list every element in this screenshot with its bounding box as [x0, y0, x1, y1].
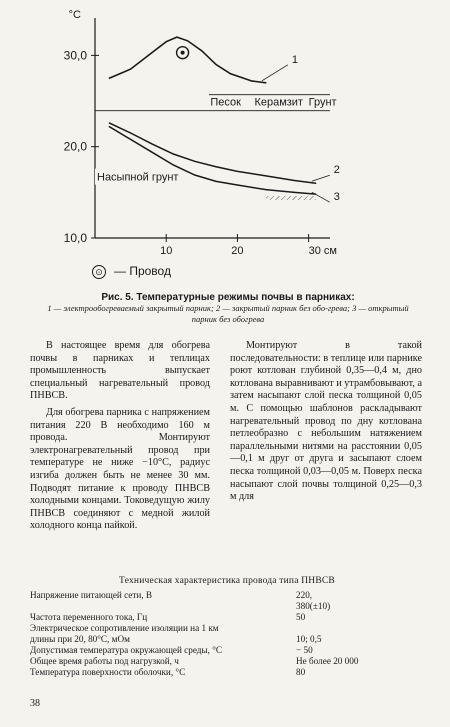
- wire-marker-dot: [181, 51, 185, 55]
- data-point: [166, 41, 167, 42]
- data-point: [215, 166, 216, 167]
- data-point: [230, 73, 231, 74]
- tech-label: Электрическое сопротивление изоляции на 1 км: [30, 623, 219, 633]
- data-point: [237, 184, 238, 185]
- tech-value: 10; 0,5: [296, 634, 322, 644]
- tech-spec-table: [30, 590, 424, 678]
- tech-row: [30, 623, 424, 634]
- data-point: [130, 68, 131, 69]
- band-label: Песок: [210, 96, 241, 109]
- data-point: [151, 52, 152, 53]
- caption-description: 1 — электрообогреваемый закрытый парник; 2 — закрытый парник без обо-грева; 3 — открытый парник без обогрева: [47, 303, 409, 324]
- caption-title: Рис. 5. Температурные режимы почвы в парниках:: [101, 292, 355, 303]
- data-point: [194, 174, 195, 175]
- data-point: [294, 180, 295, 181]
- y-tick-label: 20,0: [63, 139, 87, 154]
- data-point: [265, 189, 266, 190]
- series-leader: [262, 65, 288, 81]
- data-point: [173, 153, 174, 154]
- data-point: [151, 152, 152, 153]
- data-point: [215, 181, 216, 182]
- fill-label: Насыпной грунт: [97, 171, 179, 184]
- data-point: [151, 143, 152, 144]
- x-tick-label: 10: [160, 245, 173, 257]
- tech-value: 220,: [296, 590, 313, 600]
- data-point: [251, 80, 252, 81]
- series-label: 3: [333, 191, 340, 204]
- data-point: [109, 122, 110, 123]
- band-label: Грунт: [308, 96, 337, 109]
- tech-label: [30, 601, 290, 612]
- tech-row: [30, 601, 424, 612]
- x-tick-label: 30 см: [308, 245, 337, 257]
- tech-label: Напряжение питающей сети, В: [30, 590, 153, 600]
- tech-label: Температура поверхности оболочки, °С: [30, 667, 186, 677]
- figure-caption: [36, 292, 420, 325]
- tech-spec-title: Техническая характеристика провода типа ПНВСВ: [119, 576, 335, 586]
- data-point: [194, 161, 195, 162]
- legend-text: — Провод: [114, 264, 171, 278]
- data-point: [201, 50, 202, 51]
- data-point: [294, 192, 295, 193]
- paragraph: Для обогрева парника с напряжением питания 220 В необходимо 160 м провода. Монтируют электронагревательный провод при температуре не ниже −10°С, радиус изгиба должен быть не менее 30 мм. Подводят питание к проводу ПНВСВ холодными концами. Токоведущую жилу ПНВСВ соединяют с медной жилой холодного конца пайкой.: [30, 406, 210, 532]
- data-point: [130, 132, 131, 133]
- y-tick-label: 10,0: [63, 231, 87, 245]
- data-point: [237, 171, 238, 172]
- tech-value: 80: [296, 667, 306, 677]
- series-line-1: [109, 37, 266, 83]
- tech-value: 380(±10): [296, 601, 331, 611]
- data-point: [265, 82, 266, 83]
- series-label: 1: [291, 53, 299, 66]
- tech-label: длины при 20, 80°С, мОм: [30, 634, 130, 644]
- tech-value: Не более 20 000: [296, 656, 359, 666]
- tech-label: Допустимая температура окружающей среды, °С: [30, 645, 223, 655]
- series-leader: [312, 175, 330, 181]
- tech-value: 50: [296, 612, 306, 622]
- data-point: [109, 126, 110, 127]
- data-point: [109, 78, 110, 79]
- tech-row: [30, 590, 424, 601]
- left-column: [30, 340, 210, 537]
- tech-row: [30, 667, 424, 678]
- tech-row: [30, 656, 424, 667]
- tech-row: [30, 612, 424, 623]
- band-label: Керамзит: [254, 96, 303, 109]
- x-tick-label: 20: [231, 245, 244, 257]
- data-point: [315, 183, 316, 184]
- y-tick-label: 30,0: [63, 48, 87, 63]
- tech-value: − 50: [296, 645, 313, 655]
- data-point: [187, 40, 188, 41]
- tech-value: [290, 623, 424, 634]
- temperature-chart: [0, 0, 450, 262]
- data-point: [173, 164, 174, 165]
- paragraph: В настоящее время для обогрева почвы в парниках и теплицах промышленность выпускает специальный нагревательный провод ПНВСВ.: [30, 340, 210, 402]
- page-number: 38: [30, 698, 40, 709]
- paragraph: Монтируют в такой последовательности: в теплице или парнике роют котлован глубиной 0,35—0,4 м, дно котлована выравнивают и утрамбовывают, а затем насыпают слой песка толщиной 0,05 м. С помощью шаблонов раскладывают нагревательный провод по дну котлована петлеобразно с небольшим натяжением параллельными нитями на расстоянии 0,05—0,1 м друг от друга и засыпают слоем песка толщиной 0,03—0,05 м. Поверх песка насыпают слой почвы толщиной 0,25—0,3 м для: [230, 340, 422, 503]
- data-point: [130, 139, 131, 140]
- wire-symbol-icon: ⊙: [92, 265, 106, 279]
- legend: [92, 264, 171, 279]
- hatch-strip: [266, 196, 316, 200]
- tech-label: Общее время работы под нагрузкой, ч: [30, 656, 179, 666]
- data-point: [215, 64, 216, 65]
- series-label: 2: [333, 164, 340, 177]
- tech-label: Частота переменного тока, Гц: [30, 612, 148, 622]
- data-point: [176, 37, 177, 38]
- right-column: [230, 340, 422, 508]
- tech-row: [30, 634, 424, 645]
- data-point: [265, 175, 266, 176]
- tech-row: [30, 645, 424, 656]
- y-unit-label: °C: [68, 9, 81, 21]
